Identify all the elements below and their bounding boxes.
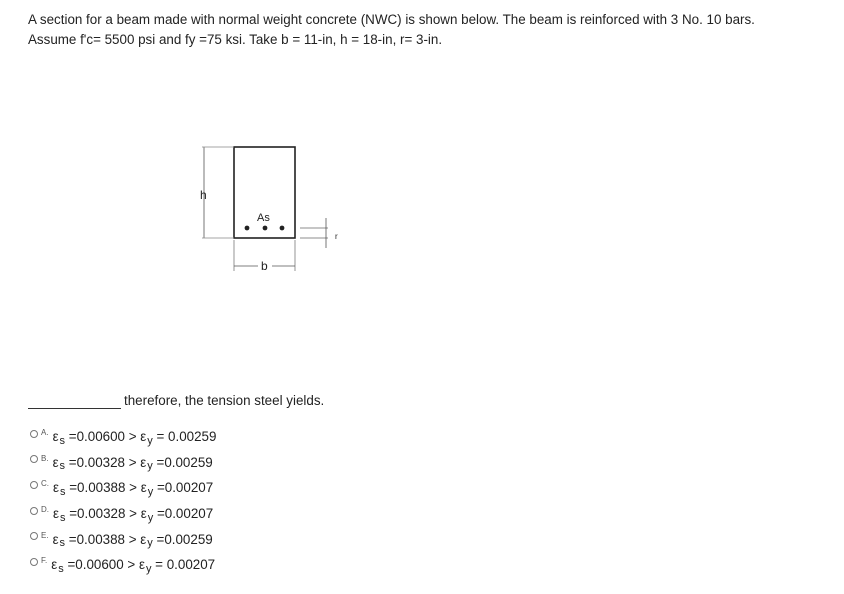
option-e[interactable] <box>30 526 216 552</box>
epsilon-y-value: = 0.00259 <box>156 429 217 445</box>
radio-button[interactable] <box>30 558 38 566</box>
beam-section-figure <box>196 140 346 280</box>
rebar-dot-left <box>245 226 250 231</box>
epsilon-y-symbol: ε <box>140 454 147 470</box>
epsilon-s-value: =0.00600 > <box>68 429 137 445</box>
radio-button[interactable] <box>30 481 38 489</box>
epsilon-s-value: =0.00388 > <box>68 531 137 547</box>
epsilon-s-symbol: ε <box>52 429 59 445</box>
radio-button[interactable] <box>30 455 38 463</box>
radio-button[interactable] <box>30 532 38 540</box>
beam-section-diagram <box>196 140 346 280</box>
option-c[interactable] <box>30 475 216 501</box>
epsilon-s-symbol: ε <box>53 480 59 496</box>
epsilon-s-subscript: s <box>58 562 64 575</box>
option-letter: A. <box>41 428 49 438</box>
epsilon-y-subscript: y <box>147 434 153 447</box>
radio-button[interactable] <box>30 430 38 438</box>
radio-button[interactable] <box>30 507 38 515</box>
epsilon-y-value: =0.00259 <box>156 454 213 470</box>
option-letter: E. <box>41 530 49 540</box>
epsilon-s-symbol: ε <box>53 506 59 522</box>
option-letter: B. <box>41 453 49 463</box>
question-text <box>28 10 828 50</box>
epsilon-y-subscript: y <box>147 537 153 550</box>
epsilon-y-symbol: ε <box>140 429 147 445</box>
epsilon-y-symbol: ε <box>140 506 147 522</box>
epsilon-y-symbol: ε <box>140 531 147 547</box>
epsilon-y-subscript: y <box>147 485 154 498</box>
b-label: b <box>261 259 268 273</box>
epsilon-y-subscript: y <box>147 511 154 524</box>
option-a[interactable] <box>30 424 216 450</box>
epsilon-s-value: =0.00600 > <box>67 557 136 573</box>
answer-blank <box>28 392 121 409</box>
epsilon-s-value: =0.00328 > <box>68 454 137 470</box>
r-label: r <box>335 232 338 241</box>
h-label: h <box>200 188 207 202</box>
epsilon-y-value: = 0.00207 <box>155 557 216 573</box>
epsilon-s-symbol: ε <box>52 531 59 547</box>
epsilon-s-subscript: s <box>59 511 66 524</box>
prompt-text: therefore, the tension steel yields. <box>124 393 325 408</box>
epsilon-s-symbol: ε <box>51 557 58 573</box>
epsilon-s-value: =0.00388 > <box>69 480 137 496</box>
as-label: As <box>257 212 270 224</box>
epsilon-s-subscript: s <box>59 537 66 550</box>
rebar-dot-middle <box>263 226 268 231</box>
beam-outline <box>234 147 295 238</box>
epsilon-y-symbol: ε <box>140 480 147 496</box>
option-d[interactable] <box>30 501 216 527</box>
epsilon-y-value: =0.00259 <box>156 531 213 547</box>
epsilon-s-symbol: ε <box>52 454 59 470</box>
epsilon-s-subscript: s <box>59 460 66 473</box>
epsilon-y-value: =0.00207 <box>156 506 214 522</box>
answer-options <box>30 424 216 578</box>
epsilon-s-subscript: s <box>59 434 66 447</box>
question-line-1: A section for a beam made with normal weight concrete (NWC) is shown below. The beam is reinforced with 3 No. 10 bars. <box>28 12 755 27</box>
epsilon-y-subscript: y <box>147 460 153 473</box>
epsilon-s-value: =0.00328 > <box>69 506 137 522</box>
option-letter: D. <box>41 505 49 515</box>
epsilon-y-symbol: ε <box>138 557 145 573</box>
option-letter: F. <box>41 556 48 566</box>
epsilon-s-subscript: s <box>59 485 66 498</box>
option-b[interactable] <box>30 450 216 476</box>
epsilon-y-subscript: y <box>145 562 152 575</box>
option-f[interactable] <box>30 552 216 578</box>
question-line-2: Assume f'c= 5500 psi and fy =75 ksi. Take b = 11-in, h = 18-in, r= 3-in. <box>28 32 443 47</box>
option-letter: C. <box>41 479 49 489</box>
rebar-dot-right <box>280 226 285 231</box>
epsilon-y-value: =0.00207 <box>156 480 214 496</box>
